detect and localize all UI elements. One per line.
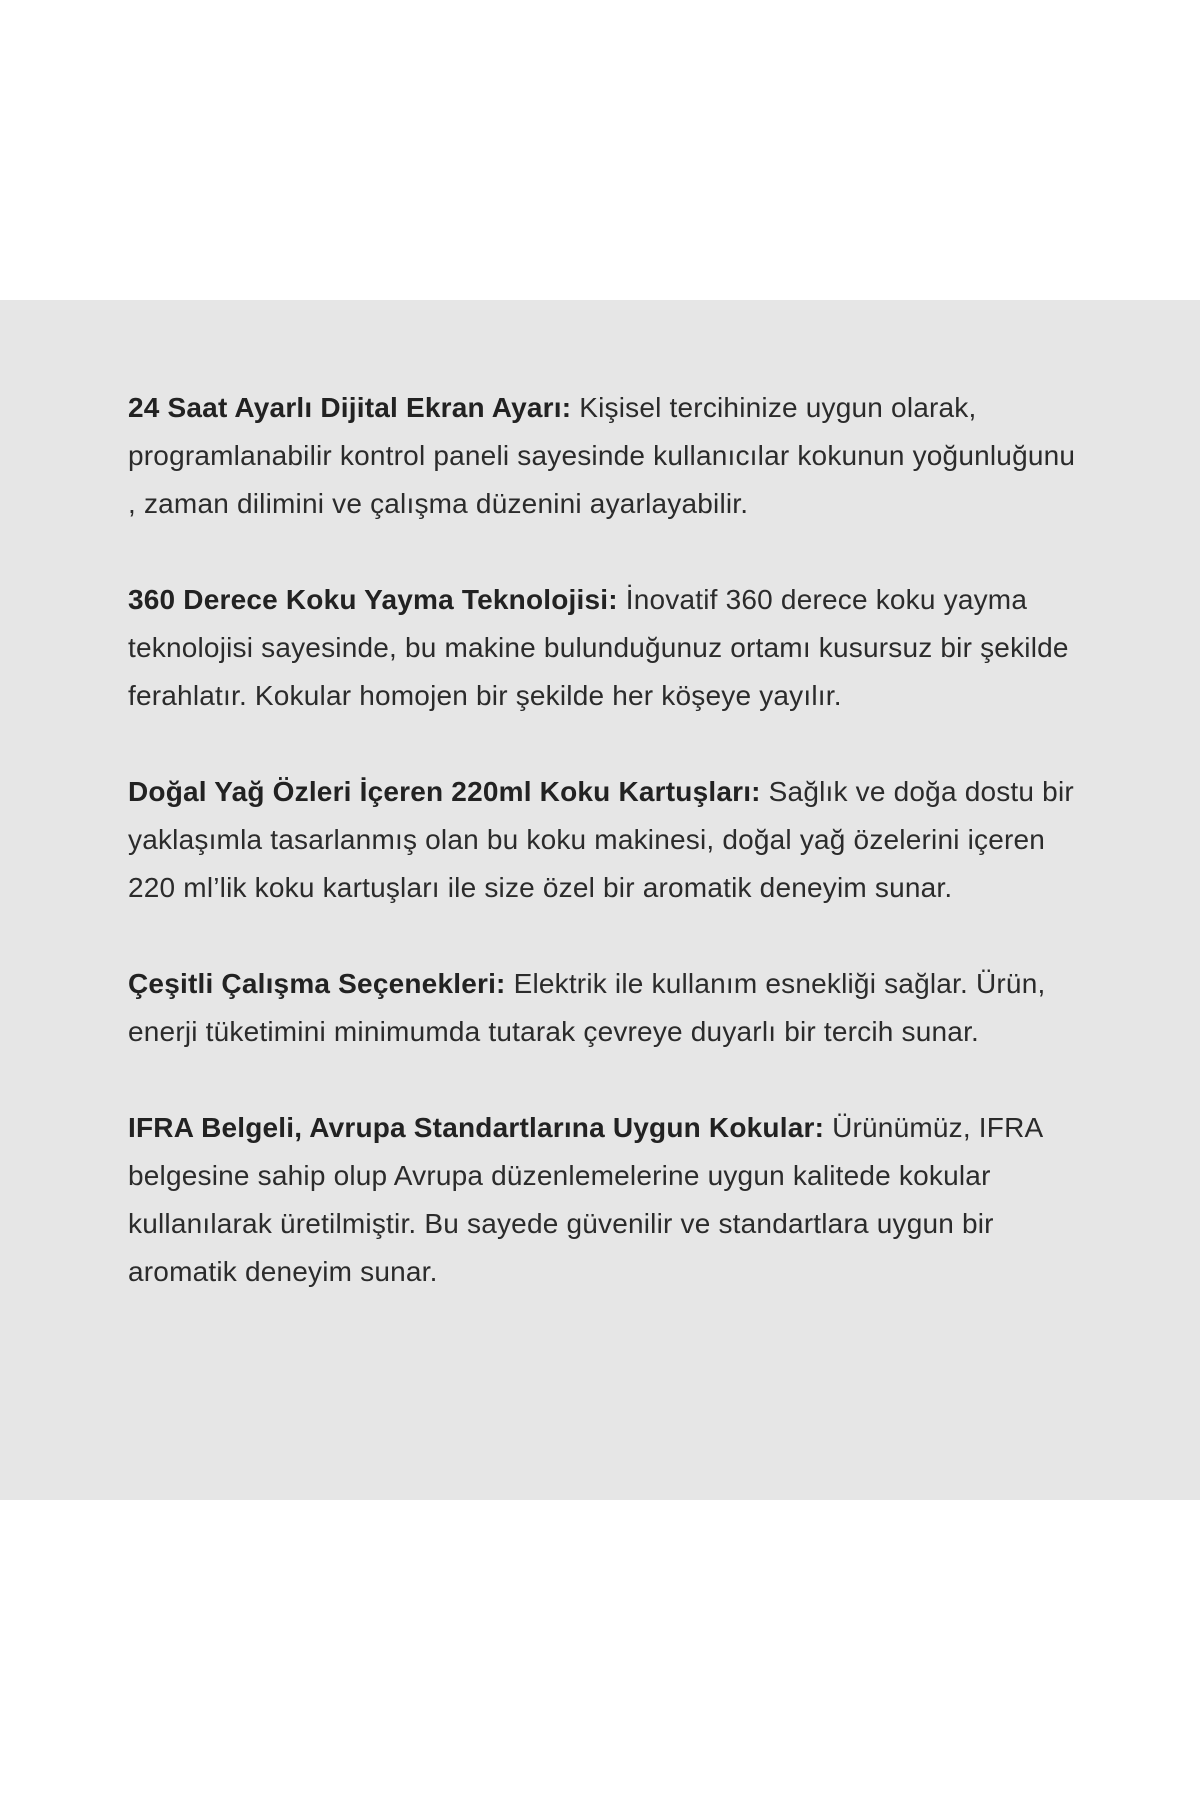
- feature-ifra-certified: [128, 1104, 1080, 1296]
- feature-title: Çeşitli Çalışma Seçenekleri:: [128, 968, 514, 999]
- feature-description: İnovatif 360 derece koku yayma teknolojisi sayesinde, bu makine bulunduğunuz ortamı kusursuz bir şekilde ferahlatır. Kokular homojen bir şekilde her köşeye yayılır.: [128, 584, 1069, 711]
- feature-digital-display: [128, 384, 1080, 528]
- feature-title: IFRA Belgeli, Avrupa Standartlarına Uygun Kokular:: [128, 1112, 833, 1143]
- feature-360-diffusion: [128, 576, 1080, 720]
- feature-title: Doğal Yağ Özleri İçeren 220ml Koku Kartuşları:: [128, 776, 769, 807]
- feature-title: 360 Derece Koku Yayma Teknolojisi:: [128, 584, 626, 615]
- feature-title: 24 Saat Ayarlı Dijital Ekran Ayarı:: [128, 392, 580, 423]
- feature-description: Ürünümüz, IFRA belgesine sahip olup Avrupa düzenlemelerine uygun kalitede kokular kullanılarak üretilmiştir. Bu sayede güvenilir ve standartlara uygun bir aromatik deneyim sunar.: [128, 1112, 1042, 1287]
- feature-description: Elektrik ile kullanım esnekliği sağlar. Ürün, enerji tüketimini minimumda tutarak çevreye duyarlı bir tercih sunar.: [128, 968, 1046, 1047]
- feature-operating-options: [128, 960, 1080, 1056]
- feature-oil-cartridges: [128, 768, 1080, 912]
- feature-panel: [0, 300, 1200, 1500]
- feature-description: Kişisel tercihinize uygun olarak, programlanabilir kontrol paneli sayesinde kullanıcılar kokunun yoğunluğunu , zaman dilimini ve çalışma düzenini ayarlayabilir.: [128, 392, 1076, 519]
- feature-description: Sağlık ve doğa dostu bir yaklaşımla tasarlanmış olan bu koku makinesi, doğal yağ özelerini içeren 220 ml’lik koku kartuşları ile size özel bir aromatik deneyim sunar.: [128, 776, 1074, 903]
